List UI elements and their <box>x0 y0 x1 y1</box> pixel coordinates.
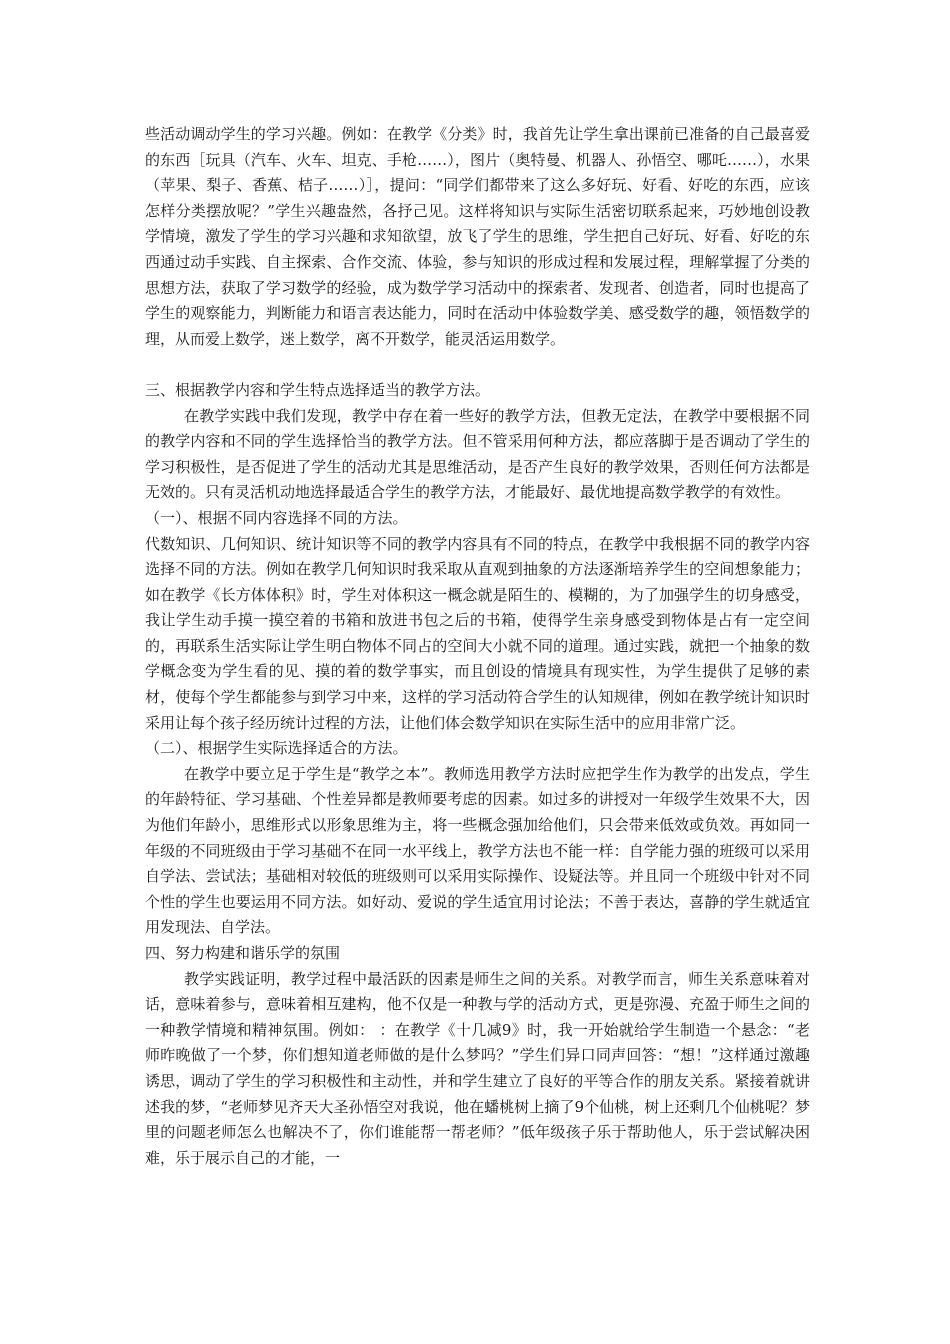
document-page <box>145 122 810 1171</box>
subsection-heading-1: （一）、根据不同内容选择不同的方法。 <box>145 508 408 527</box>
subsection-heading-2: （二）、根据学生实际选择适合的方法。 <box>145 739 408 758</box>
section-heading-4: 四、努力构建和谐乐学的氛围 <box>145 944 341 962</box>
paragraph-content-methods: 代数知识、几何知识、统计知识等不同的教学内容具有不同的特点，在教学中我根据不同的教学内容选择不同的方法。例如在教学几何知识时我采取从直观到抽象的方法逐渐培养学生的空间想象能力；如在教学《长方体体积》时，学生对体积这一概念就是陌生的、模糊的，为了加强学生的切身感受，我让学生动手摸一摸空着的书箱和放进书包之后的书箱，使得学生亲身感受到物体是占有一定空间的，再联系生活实际让学生明白物体不同占的空间大小就不同的道理。通过实践，就把一个抽象的数学概念变为学生看的见、摸的着的数学事实，而且创设的情境具有现实性，为学生提供了足够的素材，使每个学生都能参与到学习中来，这样的学习活动符合学生的认知规律，例如在教学统计知识时采用让每个孩子经历统计过程的方法，让他们体会数学知识在实际生活中的应用非常广泛。 <box>145 534 810 732</box>
section-heading-3: 三、根据教学内容和学生特点选择适当的教学方法。 <box>145 380 491 399</box>
paragraph-teaching-methods: 在教学实践中我们发现，教学中存在着一些好的教学方法，但教无定法，在教学中要根据不同的教学内容和不同的学生选择恰当的教学方法。但不管采用何种方法，都应落脚于是否调动了学生的学习积极性，是否促进了学生的活动尤其是思维活动，是否产生良好的教学效果，否则任何方法都是无效的。只有灵活机动地选择最适合学生的教学方法，才能最好、最优地提高数学教学的有效性。 <box>145 406 810 502</box>
blank-line <box>145 352 810 378</box>
paragraph-student-methods: 在教学中要立足于学生是“教学之本”。教师选用教学方法时应把学生作为教学的出发点，学生的年龄特征、学习基础、个性差异都是教师要考虑的因素。如过多的讲授对一年级学生效果不大，因为他们年龄小，思维形式以形象思维为主，将一些概念强加给他们，只会带来低效或负效。再如同一年级的不同班级由于学习基础不在同一水平线上，教学方法也不能一样：自学能力强的班级可以采用自学法、尝试法；基础相对较低的班级则可以采用实际操作、设疑法等。并且同一个班级中针对不同个性的学生也要运用不同方法。如好动、爱说的学生适宜用讨论法；不善于表达，喜静的学生就适宜用发现法、自学法。 <box>145 764 810 937</box>
paragraph-harmonious-atmosphere: 教学实践证明，教学过程中最活跃的因素是师生之间的关系。对教学而言，师生关系意味着对话，意味着参与，意味着相互建构，他不仅是一种教与学的活动方式，更是弥漫、充盈于师生之间的一种教学情境和精神氛围。例如： ：在教学《十几减9》时，我一开始就给学生制造一个悬念：“老师昨晚做了一个梦，你们想知道老师做的是什么梦吗？”学生们异口同声回答：“想！”这样通过激趣诱思，调动了学生的学习积极性和主动性，并和学生建立了良好的平等合作的朋友关系。紧接着就讲述我的梦，“老师梦见齐天大圣孙悟空对我说，他在蟠桃树上摘了9个仙桃，树上还剩几个仙桃呢？梦里的问题老师怎么也解决不了，你们谁能帮一帮老师？”低年级孩子乐于帮助他人，乐于尝试解决困难，乐于展示自己的才能，一 <box>145 969 810 1167</box>
paragraph-classification-example: 些活动调动学生的学习兴趣。例如：在教学《分类》时，我首先让学生拿出课前已准备的自己最喜爱的东西［玩具（汽车、火车、坦克、手枪……），图片（奥特曼、机器人、孙悟空、哪吒……），水果（苹果、梨子、香蕉、桔子……）］，提问：“同学们都带来了这么多好玩、好看、好吃的东西，应该怎样分类摆放呢？”学生兴趣盎然，各抒己见。这样将知识与实际生活密切联系起来，巧妙地创设教学情境，激发了学生的学习兴趣和求知欲望，放飞了学生的思维，学生把自己好玩、好看、好吃的东西通过动手实践、自主探索、合作交流、体验，参与知识的形成过程和发展过程，理解掌握了分类的思想方法，获取了学习数学的经验，成为数学学习活动中的探索者、发现者、创造者，同时也提高了学生的观察能力，判断能力和语言表达能力，同时在活动中体验数学美、感受数学的趣，领悟数学的理，从而爱上数学，迷上数学，离不开数学，能灵活运用数学。 <box>145 125 810 348</box>
